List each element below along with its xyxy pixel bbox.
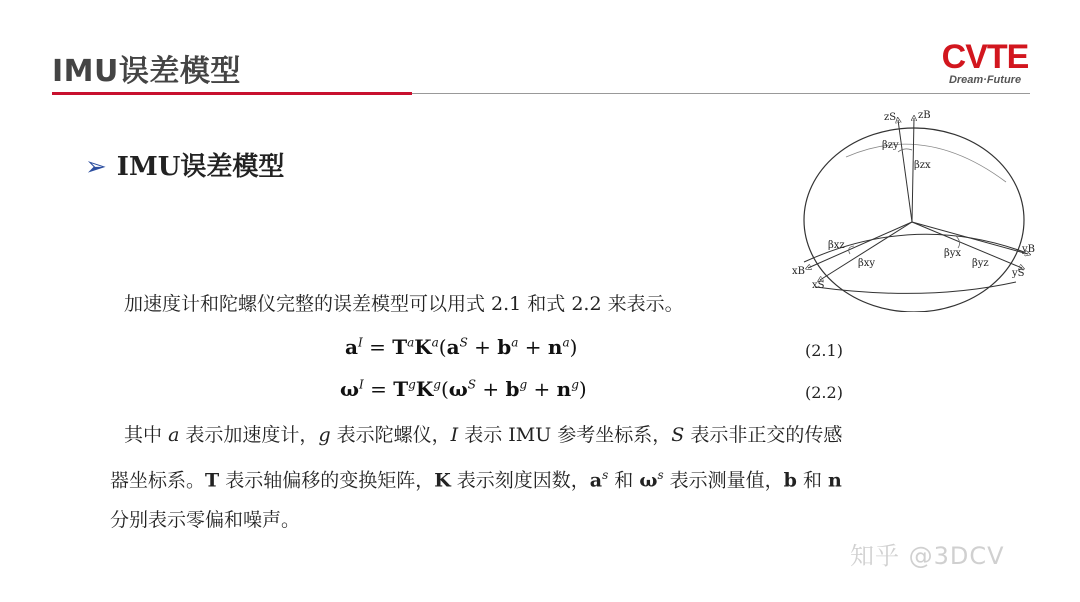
label-yS: yS [1012,268,1025,279]
label-beta-zy: βzy [882,140,899,151]
title-underline-gray [412,93,1030,94]
page-title: IMU误差模型 [52,54,241,89]
axis-zS [898,120,912,222]
axis-xS [820,222,912,280]
label-zS: zS [884,112,897,123]
zhihu-watermark: 知乎 @3DCV [850,542,1005,570]
label-xB: xB [792,266,805,277]
section-heading-text: IMU误差模型 [116,152,285,182]
coordinate-frame-diagram [786,102,1050,312]
label-beta-xz: βxz [828,240,845,251]
axis-yS [912,222,1022,268]
equation-number-2-1: (2.1) [805,341,843,360]
equation-2-1: $a^I = T^aK^a(a^S + b^a + n^a)$ [345,335,578,359]
label-beta-zx: βzx [914,160,931,171]
label-xS: xS [812,280,825,291]
label-beta-yz: βyz [972,258,989,269]
explanation-paragraph: 其中 a 表示加速度计，g 表示陀螺仪，I 表示 IMU 参考坐标系，S 表示非正交的传感器坐标系。T 表示轴偏移的变换矩阵，K 表示刻度因数，$a^s$ 和 $\omega^s$ 表示测量值，b 和 n 分别表示零偏和噪声。 [110,424,843,532]
label-beta-yx: βyx [944,248,962,259]
equation-number-2-2: (2.2) [805,383,843,402]
equation-2-2: $\omega^I = T^gK^g(\omega^S + b^g + n^g)$ [340,377,587,401]
title-underline-red [52,92,412,95]
label-beta-xy: βxy [858,258,876,269]
section-heading [85,146,284,183]
intro-paragraph: 加速度计和陀螺仪完整的误差模型可以用式 2.1 和式 2.2 来表示。 [124,293,684,315]
label-yB: yB [1022,244,1035,255]
arrow-bullet-icon: ➢ [85,152,107,182]
cvte-logo [930,40,1040,90]
logo-wordmark: CVTE [941,38,1029,76]
angle-arc-z [898,149,912,152]
logo-tagline: Dream·Future [948,74,1022,86]
axis-yB [912,222,1028,254]
label-zB: zB [918,110,931,121]
